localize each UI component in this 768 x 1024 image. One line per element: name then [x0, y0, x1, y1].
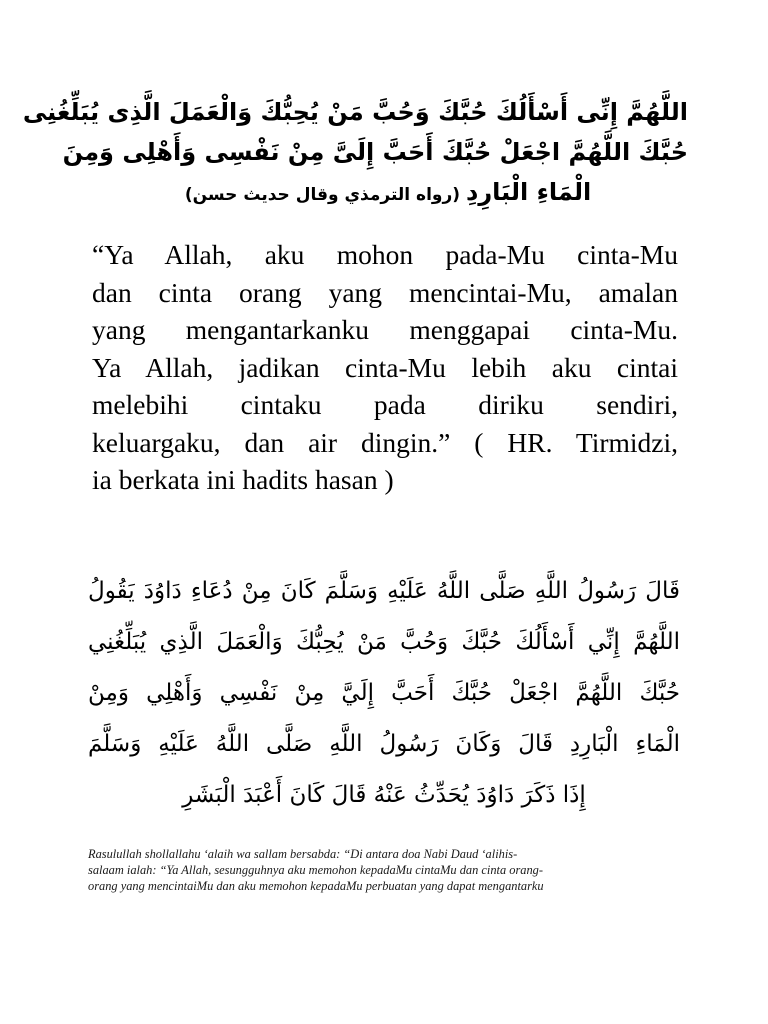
- translation-line: melebihi cintaku pada diriku sendiri,: [92, 389, 678, 420]
- arabic-hadith-line: اللَّهُمَّ إِنِّي أَسْأَلُكَ حُبَّكَ وَحُبَّ مَنْ يُحِبُّكَ وَالْعَمَلَ الَّذِي يُبَلِّغُنِي: [88, 629, 680, 655]
- arabic-hadith-text: [88, 566, 680, 821]
- translation-line: Ya Allah, jadikan cinta-Mu lebih aku cintai: [92, 351, 678, 383]
- translation-line: keluargaku, dan air dingin.” ( HR. Tirmidzi,: [92, 426, 678, 458]
- indonesian-translation: [92, 236, 678, 499]
- arabic-doa-heading: [22, 92, 688, 215]
- translation-line: “Ya Allah, aku mohon pada-Mu cinta-Mu: [92, 239, 678, 270]
- arabic-doa-line: اللَّهُمَّ إِنِّى أَسْأَلُكَ حُبَّكَ وَحُبَّ مَنْ يُحِبُّكَ وَالْعَمَلَ الَّذِى يُبَلِّغُنِى: [22, 98, 688, 126]
- caption-line: Rasulullah shollallahu ‘alaih wa sallam bersabda: “Di antara doa Nabi Daud ‘alihis-: [88, 847, 518, 861]
- hadith-caption: [88, 846, 648, 894]
- translation-line: ia berkata ini hadits hasan ): [92, 464, 394, 495]
- arabic-hadith-line: الْمَاءِ الْبَارِدِ قَالَ وَكَانَ رَسُولُ اللَّهِ صَلَّى اللَّهُ عَلَيْهِ وَسَلَّمَ: [88, 731, 680, 757]
- translation-line: yang mengantarkanku menggapai cinta-Mu.: [92, 314, 678, 345]
- arabic-hadith-line: إِذَا ذَكَرَ دَاوُدَ يُحَدِّثُ عَنْهُ قَالَ كَانَ أَعْبَدَ الْبَشَرِ: [182, 782, 586, 808]
- narration-note: (رواه الترمذي وقال حديث حسن): [184, 185, 461, 205]
- caption-line: salaam ialah: “Ya Allah, sesungguhnya aku memohon kepadaMu cintaMu dan cinta orang-: [88, 863, 543, 877]
- arabic-doa-line-last: [88, 172, 688, 215]
- translation-line: dan cinta orang yang mencintai-Mu, amalan: [92, 276, 678, 308]
- caption-line: orang yang mencintaiMu dan aku memohon kepadaMu perbuatan yang dapat mengantarku: [88, 879, 544, 893]
- arabic-doa-line: حُبَّكَ اللَّهُمَّ اجْعَلْ حُبَّكَ أَحَبَّ إِلَىَّ مِنْ نَفْسِى وَأَهْلِى وَمِنَ: [62, 138, 688, 166]
- arabic-doa-line-text: الْمَاءِ الْبَارِدِ: [466, 178, 592, 206]
- arabic-hadith-line: قَالَ رَسُولُ اللَّهِ صَلَّى اللَّهُ عَلَيْهِ وَسَلَّمَ كَانَ مِنْ دُعَاءِ دَاوُدَ يَقُولُ: [88, 578, 680, 604]
- arabic-hadith-line: حُبَّكَ اللَّهُمَّ اجْعَلْ حُبَّكَ أَحَبَّ إِلَيَّ مِنْ نَفْسِي وَأَهْلِي وَمِنْ: [88, 680, 680, 706]
